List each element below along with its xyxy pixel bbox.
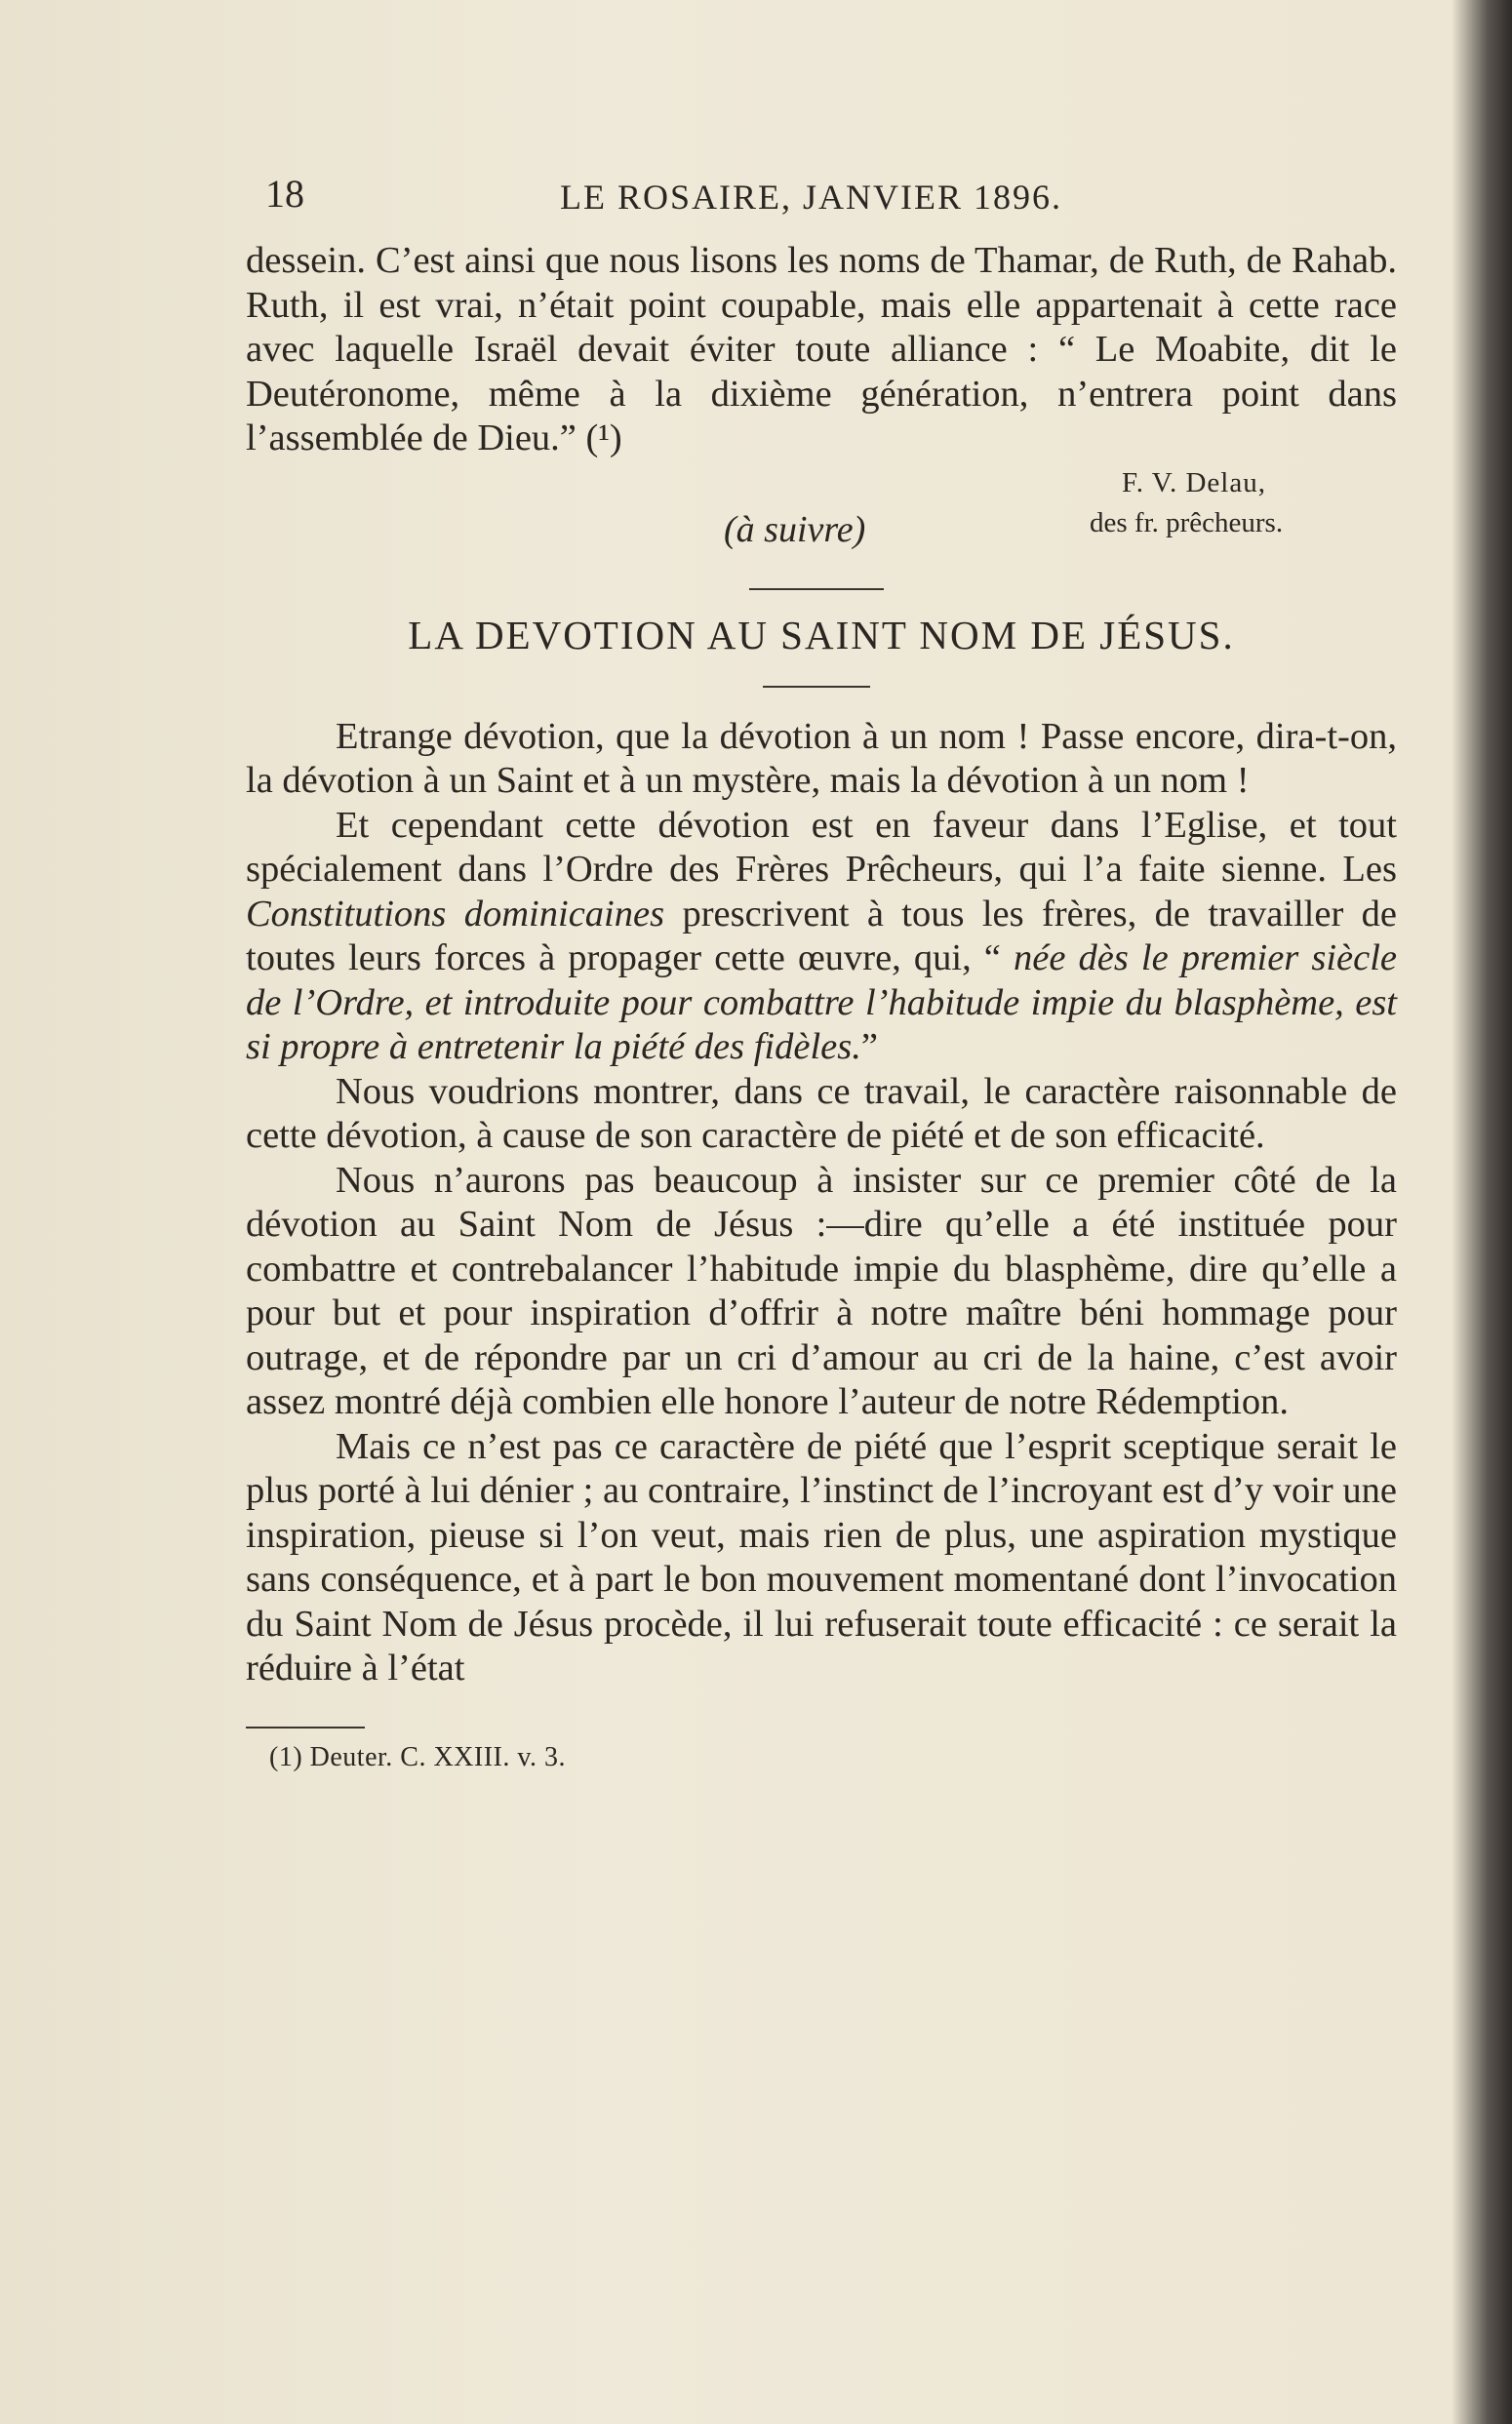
footnote-rule [246, 1727, 365, 1729]
running-head [246, 171, 1397, 239]
footnote: (1) Deuter. C. XXIII. v. 3. [269, 1741, 567, 1772]
constitutions-quote: née dès le premier siècle de l’Ordre, et introduite pour combattre l’habitude impie du blasphème, est si propre à entretenir la piété des fidèles. [246, 937, 1398, 1067]
section-divider [749, 588, 884, 590]
article-title: LA DEVOTION AU SAINT NOM DE JÉSUS. [408, 612, 1235, 657]
running-title: LE ROSAIRE, JANVIER 1896. [560, 178, 1062, 217]
author-name: F. V. Delau, [1122, 466, 1266, 498]
title-divider [763, 686, 870, 688]
previous-article-ending: dessein. C’est ainsi que nous lisons les noms de Thamar, de Ruth, de Rahab. Ruth, il est vrai, n’était point coupable, mais elle appartenait à cette race avec laquelle Israël devait éviter toute alliance : “ Le Moabite, dit le Deutéronome, même à la dixième génération, n’entrera point dans l’assemblée de Dieu.” (¹) [246, 240, 1397, 458]
author-title: des fr. prêcheurs. [1090, 506, 1284, 538]
paragraph-2-text-a: Et cependant cette dévotion est en faveur dans l’Eglise, et tout spécialement dans l’Ordre des Frères Prêcheurs, qui l’a faite sienne. Les [246, 804, 1397, 890]
paragraph-1: Etrange dévotion, que la dévotion à un nom ! Passe encore, dira-t-on, la dévotion à un Saint et à un mystère, mais la dévotion à un nom ! [246, 715, 1397, 801]
page-number: 18 [265, 172, 304, 216]
paragraph-2-text-b: prescrivent à tous les frères, de travailler de toutes leurs forces à propager cette œuvre, qui, “ [246, 893, 1397, 978]
constitutions-title: Constitutions dominicaines [246, 893, 665, 934]
paragraph-5: Mais ce n’est pas ce caractère de piété que l’esprit sceptique serait le plus porté à lui dénier ; au contraire, l’instinct de l’incroyant est d’y voir une inspiration, pieuse si l’on veut, mais rien de plus, une aspiration mystique sans conséquence, et à part le bon mouvement momentané dont l’invocation du Saint Nom de Jésus procède, il lui refuserait toute efficacité : ce serait la réduire à l’état [246, 1425, 1397, 1689]
paragraph-4: Nous n’aurons pas beaucoup à insister sur ce premier côté de la dévotion au Saint Nom de Jésus :—dire qu’elle a été instituée pour combattre et contrebalancer l’habitude impie du blasphème, dire qu’elle a pour but et pour inspiration d’offrir à notre maître béni hommage pour outrage, et de répondre par un cri d’amour au cri de la haine, c’est avoir assez montré déjà combien elle honore l’auteur de notre Rédemption. [246, 1159, 1397, 1422]
paragraph-3: Nous voudrions montrer, dans ce travail, le caractère raisonnable de cette dévotion, à cause de son caractère de piété et de son efficacité. [246, 1070, 1397, 1156]
paragraph-2 [246, 804, 1397, 1070]
signature-block [246, 461, 1397, 588]
to-be-continued-note: (à suivre) [724, 508, 866, 550]
text-column [246, 171, 1397, 1773]
paragraph-2-text-c: ” [860, 1026, 878, 1067]
